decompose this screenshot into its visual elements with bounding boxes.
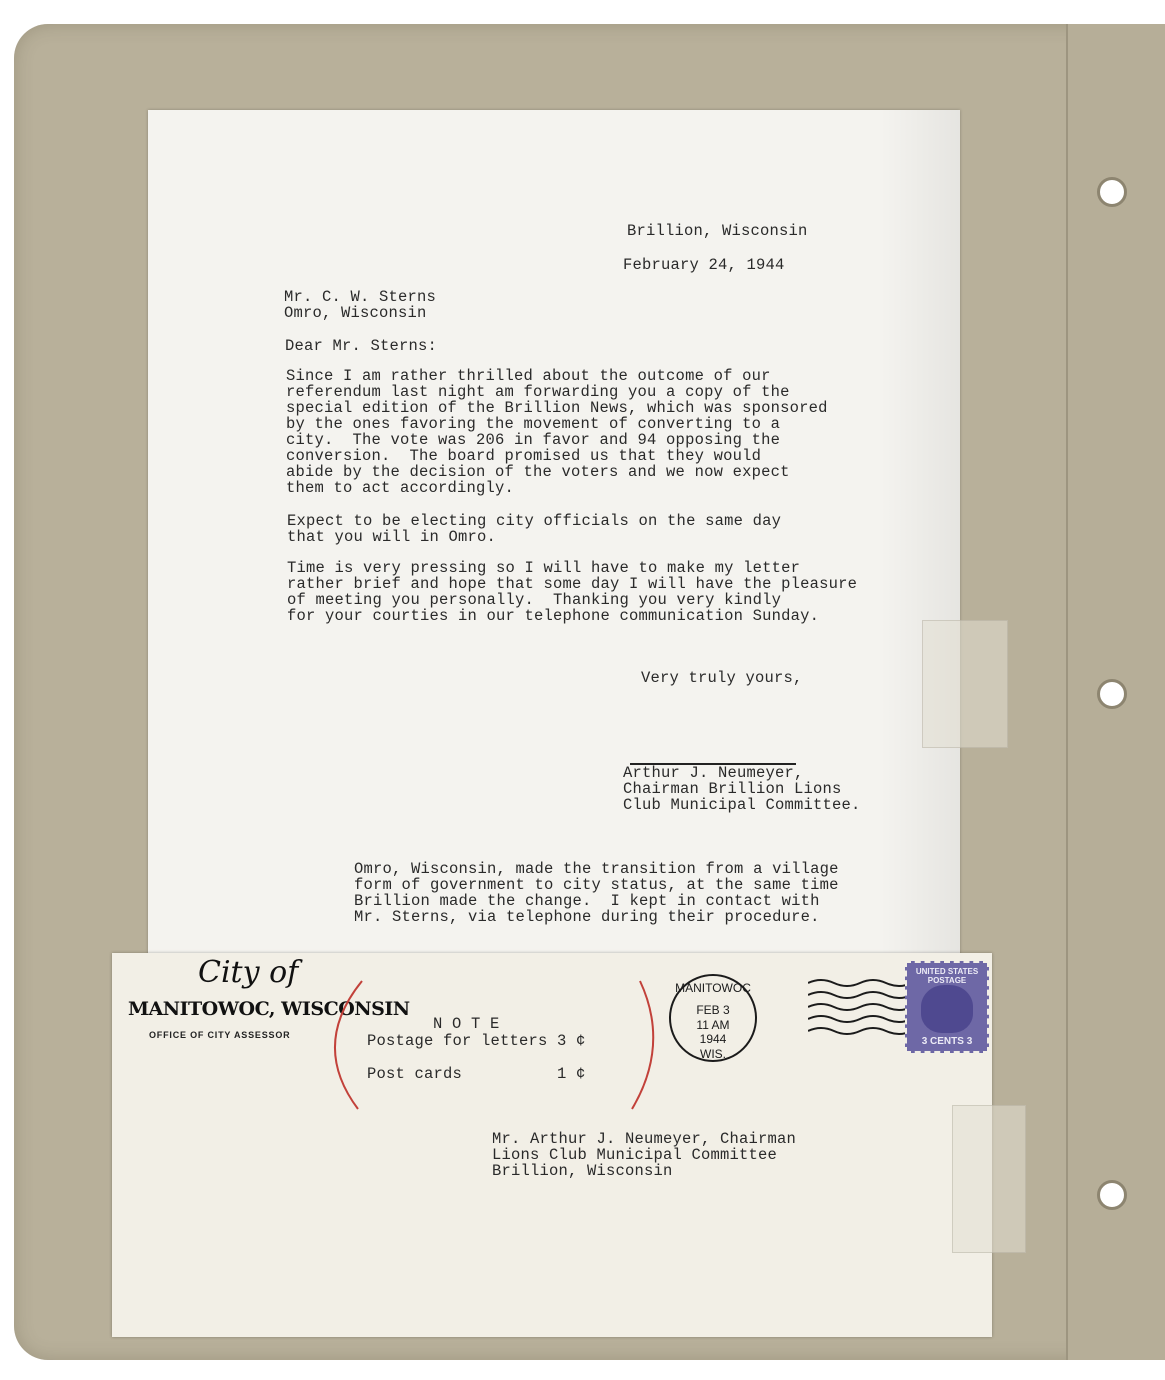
address-line: Lions Club Municipal Committee xyxy=(492,1146,778,1164)
paragraph-line: for your courties in our telephone communication Sunday. xyxy=(287,607,820,625)
letter-place: Brillion, Wisconsin xyxy=(627,222,808,240)
stamp-value: 3 CENTS 3 xyxy=(921,1036,973,1047)
postmark-state: WIS. xyxy=(700,1047,726,1061)
tape-strip-upper xyxy=(922,620,1008,748)
postage-letters: Postage for letters 3 ¢ xyxy=(367,1032,586,1050)
signer-name: Arthur J. Neumeyer, xyxy=(623,764,804,782)
recipient-block xyxy=(284,289,436,321)
salutation: Dear Mr. Sterns: xyxy=(285,337,438,355)
paragraph-3 xyxy=(287,560,857,624)
paragraph-line: them to act accordingly. xyxy=(286,479,515,497)
paragraph-2 xyxy=(287,513,781,545)
paragraph-line: special edition of the Brillion News, which was sponsored xyxy=(286,399,828,417)
address-line: Brillion, Wisconsin xyxy=(492,1162,673,1180)
recipient-city: Omro, Wisconsin xyxy=(284,304,427,322)
paragraph-line: of meeting you personally. Thanking you very kindly xyxy=(287,591,782,609)
logo-subtitle: OFFICE OF CITY ASSESSOR xyxy=(149,1030,291,1040)
signature-block xyxy=(623,765,861,813)
postmark-time: 11 AM xyxy=(696,1018,730,1032)
paragraph-line: Since I am rather thrilled about the outcome of our xyxy=(286,367,771,385)
note-line: Mr. Sterns, via telephone during their procedure. xyxy=(354,908,820,926)
cancellation-waves-icon xyxy=(808,975,912,1045)
note-line: form of government to city status, at the same time xyxy=(354,876,839,894)
recipient-name: Mr. C. W. Sterns xyxy=(284,288,437,306)
postmark-date: FEB 3 xyxy=(696,1003,730,1017)
postage-note-title: N O T E xyxy=(433,1015,500,1033)
paragraph-line: Time is very pressing so I will have to make my letter xyxy=(287,559,801,577)
letter-shadow xyxy=(880,110,960,960)
letter-date: February 24, 1944 xyxy=(623,256,785,274)
binder-hole-middle xyxy=(1097,679,1127,709)
stamp-country: UNITED STATES POSTAGE xyxy=(915,967,979,985)
paragraph-line: city. The vote was 206 in favor and 94 opposing the xyxy=(286,431,781,449)
tape-strip-lower xyxy=(952,1105,1026,1253)
paragraph-line: abide by the decision of the voters and we now expect xyxy=(286,463,790,481)
logo-script: City of xyxy=(198,955,299,990)
postmark-year: 1944 xyxy=(699,1032,727,1046)
signer-title: Chairman Brillion Lions xyxy=(623,780,842,798)
envelope-address xyxy=(492,1131,796,1179)
postage-cards: Post cards 1 ¢ xyxy=(367,1065,586,1083)
closing: Very truly yours, xyxy=(641,669,803,687)
binder-hole-top xyxy=(1097,177,1127,207)
paragraph-line: rather brief and hope that some day I will have the pleasure xyxy=(287,575,858,593)
logo-main: MANITOWOC, WISCONSIN xyxy=(128,998,410,1020)
postmark-city: MANITOWOC xyxy=(675,981,751,995)
binder-hole-bottom xyxy=(1097,1180,1127,1210)
signer-committee: Club Municipal Committee. xyxy=(623,796,861,814)
annotation-note xyxy=(354,861,839,925)
paragraph-1 xyxy=(286,368,828,496)
paragraph-line: that you will in Omro. xyxy=(287,528,497,546)
note-line: Omro, Wisconsin, made the transition from a village xyxy=(354,860,839,878)
postmark xyxy=(668,970,758,1066)
paragraph-line: conversion. The board promised us that they would xyxy=(286,447,762,465)
paragraph-line: referendum last night am forwarding you a copy of the xyxy=(286,383,790,401)
paragraph-line: Expect to be electing city officials on the same day xyxy=(287,512,782,530)
note-line: Brillion made the change. I kept in contact with xyxy=(354,892,820,910)
stamp-portrait-icon xyxy=(921,985,973,1033)
paragraph-line: by the ones favoring the movement of converting to a xyxy=(286,415,781,433)
postage-stamp xyxy=(905,961,989,1053)
address-line: Mr. Arthur J. Neumeyer, Chairman xyxy=(492,1130,797,1148)
